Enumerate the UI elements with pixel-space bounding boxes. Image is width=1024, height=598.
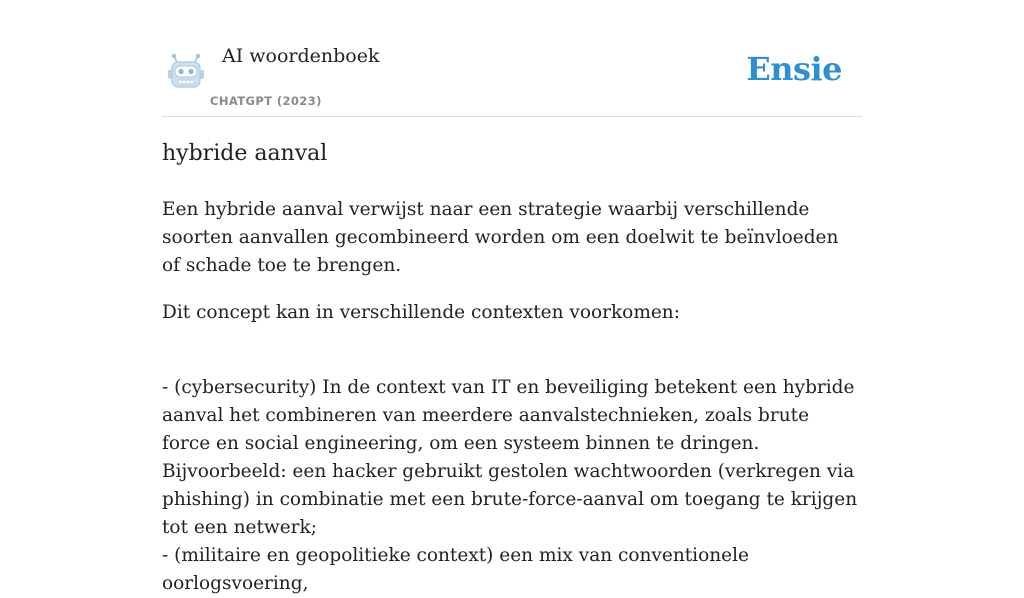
definition-list [162,346,862,598]
source-meta: CHATGPT (2023) [210,94,322,108]
list-item: - (militaire en geopolitieke context) een mix van conventionele oorlogsvoering, [162,545,749,594]
entry-definition [162,196,862,598]
source-name[interactable]: AI woordenboek [222,45,380,67]
list-item: - (cybersecurity) In de context van IT en beveiliging betekent een hybride aanval het combineren van meerdere aanvalstechnieken, zoals brute force en social engineering, om een systeem binnen te dringen. Bijvoorbeeld: een hacker gebruikt gestolen wachtwoorden (verkregen via phishing) in combinatie met een brute-force-aanval om toegang te krijgen tot een netwerk; [162,377,858,538]
robot-icon [166,52,206,90]
definition-paragraph: Een hybride aanval verwijst naar een strategie waarbij verschillende soorten aanvallen gecombineerd worden om een doelwit te beïnvloeden of schade toe te brengen. [162,199,839,276]
definition-paragraph: Dit concept kan in verschillende contexten voorkomen: [162,302,680,323]
ensie-logo[interactable]: Ensie [746,50,842,88]
entry-content [162,138,862,598]
entry-term: hybride aanval [162,141,328,166]
header [162,0,862,117]
